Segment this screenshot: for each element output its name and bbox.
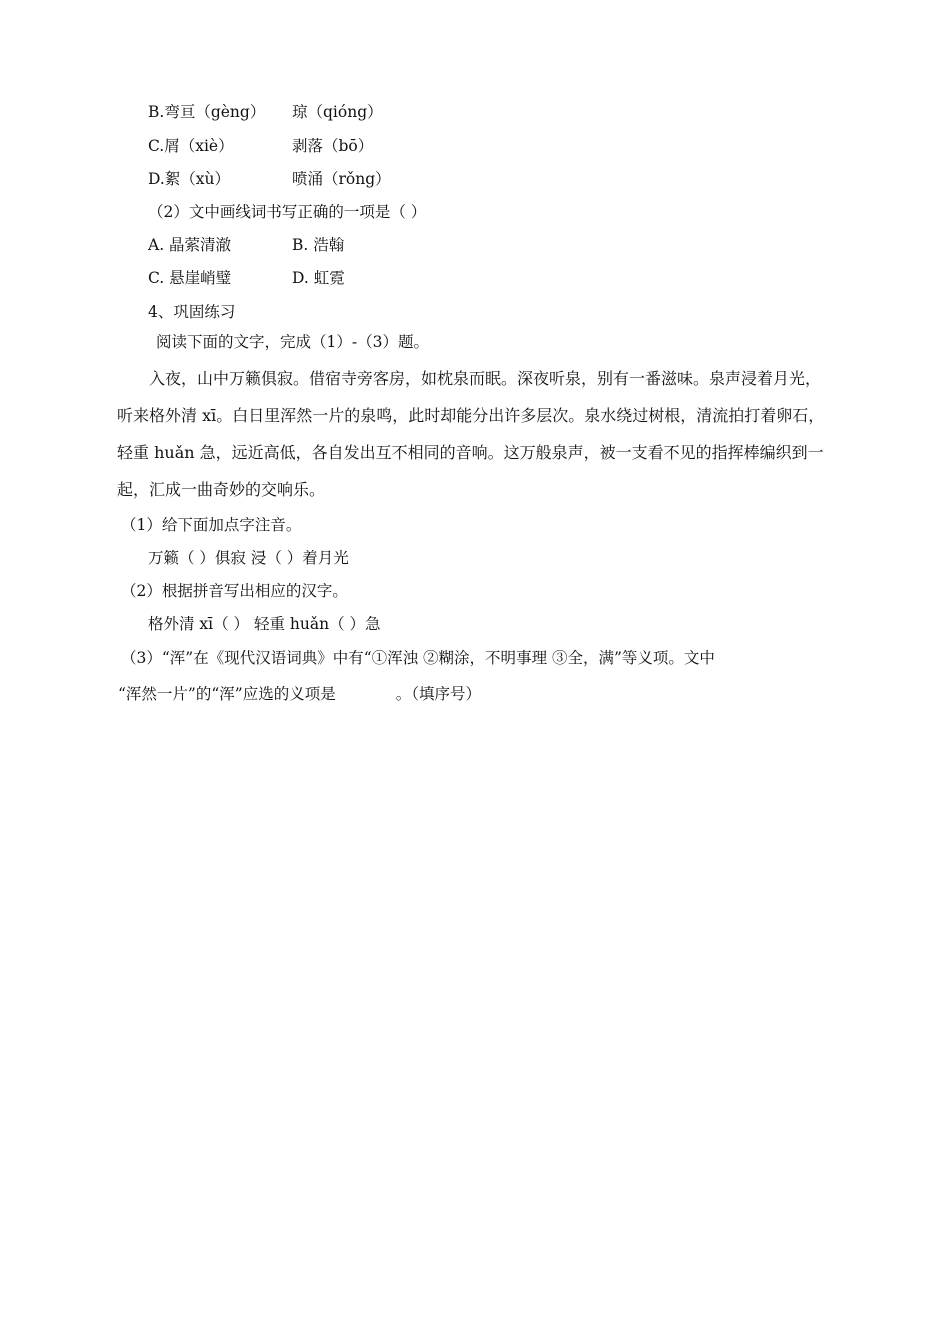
- question-2: （2）根据拼音写出相应的汉字。: [121, 582, 348, 600]
- option-b-left: B.弯亘（gèng）: [148, 103, 266, 121]
- question-3-suffix: 。（填序号）: [395, 685, 481, 703]
- choice-d: D. 虹霓: [292, 269, 345, 287]
- choice-a: A. 晶萦清澈: [148, 236, 232, 254]
- choice-b: B. 浩翰: [292, 236, 345, 254]
- question-3-line-2: [118, 684, 481, 704]
- question-2-items: 格外清 xī（ ） 轻重 huǎn（ ）急: [148, 615, 381, 633]
- option-d-left: D.絮（xù）: [148, 170, 231, 188]
- question-1: （1）给下面加点字注音。: [121, 516, 302, 534]
- option-c-right: 剥落（bō）: [292, 137, 374, 155]
- question-3-line-1: （3）“浑”在《现代汉语词典》中有“①浑浊 ②糊涂，不明事理 ③全，满”等义项。文中: [121, 649, 715, 667]
- question-1-items: 万籁（ ）俱寂 浸（ ）着月光: [148, 549, 349, 567]
- reading-instruction: 阅读下面的文字，完成（1）-（3）题。: [156, 333, 429, 351]
- question-3-text: “浑然一片”的“浑”应选的义项是: [118, 685, 336, 703]
- option-b-right: 琼（qióng）: [292, 103, 383, 121]
- sub-question-2: （2）文中画线词书写正确的一项是（ ）: [148, 203, 427, 221]
- choice-c: C. 悬崖峭璧: [148, 269, 232, 287]
- option-c-left: C.屑（xiè）: [148, 137, 234, 155]
- section-heading: 4、巩固练习: [148, 303, 236, 321]
- passage-paragraph: 入夜，山中万籁俱寂。借宿寺旁客房，如枕泉而眠。深夜听泉，别有一番滋味。泉声浸着月光，听来格外清 xī。白日里浑然一片的泉鸣，此时却能分出许多层次。泉水绕过树根，清流拍打着卵石，轻重 huǎn 急，远近高低，各自发出互不相同的音响。这万般泉声，被一支看不见的指挥棒编织到一起，汇成一曲奇妙的交响乐。: [117, 369, 825, 499]
- option-d-right: 喷涌（rǒng）: [292, 170, 391, 188]
